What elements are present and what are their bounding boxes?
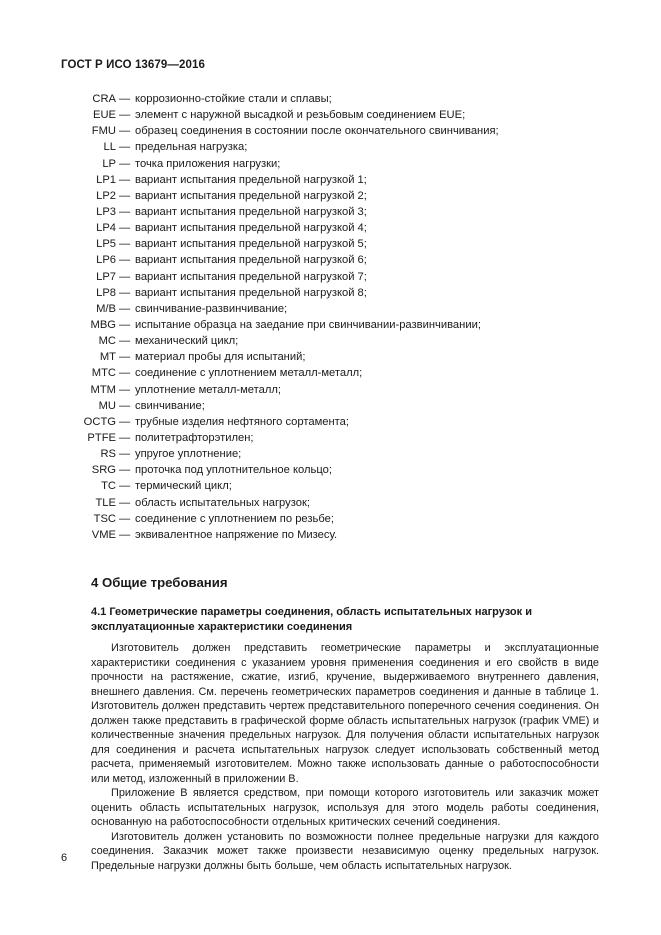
abbreviation-term: TSC [93,512,116,525]
abbreviation-definition: политетрафторэтилен; [135,431,254,444]
abbreviation-definition: трубные изделия нефтяного сортамента; [135,415,350,428]
abbreviation-definition: вариант испытания предельной нагрузкой 5; [135,238,367,251]
abbreviation-term: MTC [91,367,116,380]
abbreviation-dash: — [119,496,131,509]
abbreviation-item [0,172,661,188]
document-header: ГОСТ Р ИСО 13679—2016 [61,59,206,71]
abbreviation-definition: материал пробы для испытаний; [135,351,306,364]
abbreviation-term: LP7 [96,270,116,283]
abbreviation-item [0,91,661,107]
abbreviation-dash: — [119,173,131,186]
abbreviation-item [0,123,661,139]
abbreviation-dash: — [119,254,131,267]
abbreviation-term: M/B [96,302,116,315]
abbreviation-definition: вариант испытания предельной нагрузкой 4; [135,222,367,235]
abbreviation-term: FMU [91,125,116,138]
abbreviation-term: MU [98,399,116,412]
abbreviation-dash: — [119,351,131,364]
abbreviation-definition: вариант испытания предельной нагрузкой 6; [135,254,367,267]
abbreviation-dash: — [119,205,131,218]
abbreviation-dash: — [119,415,131,428]
abbreviation-term: LP2 [96,189,116,202]
abbreviation-item [0,236,661,252]
abbreviation-definition: свинчивание-развинчивание; [135,302,288,315]
abbreviation-item [0,156,661,172]
abbreviation-term: LP3 [96,205,116,218]
abbreviation-dash: — [119,189,131,202]
abbreviation-item [0,204,661,220]
abbreviation-item [0,269,661,285]
abbreviation-item [0,430,661,446]
abbreviation-dash: — [119,448,131,461]
paragraph: Изготовитель должен установить по возможности полнее предельные нагрузки для каждого соединения. Заказчик может также произвести независимую оценку предельных нагрузок. Предельные нагрузки должны быть больше, чем область испытательных нагрузок. [91,830,599,872]
abbreviation-dash: — [119,431,131,444]
abbreviation-term: OCTG [83,415,116,428]
section-title: 4 Общие требования [91,575,228,590]
abbreviation-dash: — [119,528,131,541]
abbreviation-dash: — [119,383,131,396]
abbreviation-dash: — [119,270,131,283]
abbreviation-definition: термический цикл; [135,480,232,493]
abbreviation-dash: — [119,512,131,525]
abbreviation-definition: вариант испытания предельной нагрузкой 1; [135,173,367,186]
abbreviation-definition: вариант испытания предельной нагрузкой 7; [135,270,367,283]
abbreviation-dash: — [119,286,131,299]
abbreviation-term: EUE [92,109,116,122]
abbreviation-definition: вариант испытания предельной нагрузкой 8; [135,286,367,299]
abbreviation-item [0,107,661,123]
abbreviation-definition: точка приложения нагрузки; [135,157,281,170]
section-body [91,641,599,873]
abbreviation-definition: предельная нагрузка; [135,141,248,154]
abbreviation-dash: — [119,109,131,122]
abbreviation-term: TLE [95,496,116,509]
abbreviation-term: PTFE [87,431,116,444]
abbreviation-item [0,511,661,527]
abbreviation-list [0,91,661,543]
abbreviation-term: LP8 [96,286,116,299]
abbreviation-item [0,478,661,494]
abbreviation-term: MBG [90,318,116,331]
paragraph: Приложение В является средством, при помощи которого изготовитель или заказчик может оценить область испытательных нагрузок, используя для этого модель работы соединения, основанную на работоспособности отдельных критических сечений соединения. [91,787,599,828]
abbreviation-term: CRA [92,93,116,105]
abbreviation-dash: — [119,464,131,477]
abbreviation-definition: вариант испытания предельной нагрузкой 3; [135,205,367,218]
abbreviation-item [0,139,661,155]
abbreviation-dash: — [119,318,131,331]
abbreviation-term: LP [102,157,116,170]
abbreviation-definition: эквивалентное напряжение по Мизесу. [135,528,338,541]
abbreviation-definition: проточка под уплотнительное кольцо; [135,464,332,477]
abbreviation-term: LP6 [96,254,116,267]
abbreviation-dash: — [119,238,131,251]
abbreviation-definition: элемент с наружной высадкой и резьбовым соединением EUE; [135,109,466,122]
abbreviation-dash: — [119,302,131,315]
abbreviation-dash: — [119,157,131,170]
abbreviation-dash: — [119,222,131,235]
abbreviation-item [0,317,661,333]
abbreviation-definition: упругое уплотнение; [135,448,242,461]
abbreviation-item [0,333,661,349]
abbreviation-item [0,365,661,381]
abbreviation-item [0,495,661,511]
abbreviation-term: LL [103,141,116,154]
page-number: 6 [61,852,68,864]
abbreviation-item [0,285,661,301]
abbreviation-dash: — [119,125,131,138]
abbreviation-dash: — [119,93,131,105]
abbreviation-definition: уплотнение металл-металл; [135,383,282,396]
abbreviation-item [0,252,661,268]
abbreviation-term: MT [99,351,116,364]
abbreviation-item [0,414,661,430]
abbreviation-item [0,188,661,204]
abbreviation-term: TC [101,480,116,493]
abbreviation-definition: соединение с уплотнением металл-металл; [135,367,363,380]
abbreviation-term: LP5 [96,238,116,251]
abbreviation-item [0,446,661,462]
abbreviation-term: MTM [90,383,116,396]
abbreviation-term: RS [100,448,116,461]
abbreviation-term: MC [98,335,116,348]
abbreviation-term: VME [91,528,116,541]
abbreviation-definition: область испытательных нагрузок; [135,496,310,509]
abbreviation-definition: вариант испытания предельной нагрузкой 2; [135,189,367,202]
abbreviation-dash: — [119,480,131,493]
abbreviation-item [0,527,661,543]
abbreviation-definition: образец соединения в состоянии после окончательного свинчивания; [135,125,499,138]
abbreviation-dash: — [119,399,131,412]
abbreviation-dash: — [119,367,131,380]
abbreviation-definition: свинчивание; [135,399,205,412]
abbreviation-dash: — [119,335,131,348]
abbreviation-item [0,462,661,478]
abbreviation-item [0,349,661,365]
abbreviation-item [0,382,661,398]
abbreviation-definition: соединение с уплотнением по резьбе; [135,512,334,525]
abbreviation-term: LP1 [96,173,116,186]
abbreviation-definition: испытание образца на заедание при свинчивании-развинчивании; [135,318,481,331]
abbreviation-definition: механический цикл; [135,335,239,348]
abbreviation-item [0,398,661,414]
abbreviation-item [0,301,661,317]
abbreviation-term: SRG [91,464,116,477]
abbreviation-item [0,220,661,236]
abbreviation-term: LP4 [96,222,116,235]
abbreviation-dash: — [119,141,131,154]
paragraph: Изготовитель должен представить геометрические параметры и эксплуатационные характеристики соединения с указанием уровня применения соединения и его свойств в виде прочности на растяжение, сжатие, изгиб, кручение, выдерживаемого внутреннего давления, внешнего давления. См. перечень геометрических параметров соединения и данные в таблице 1. Изготовитель должен представить чертеж представительного поперечного сечения соединения. Он должен также представить в графической форме область испытательных нагрузок (график VME) и количественные значения предельных нагрузок. Для получения области испытательных нагрузок для соединения и расчета испытательных нагрузок следует использовать собственный метод расчета, применяемый изготовителем. Можно также использовать данные о работоспособности или метод, изложенный в приложении В. [91,642,599,785]
subsection-title: 4.1 Геометрические параметры соединения, область испытательных нагрузок и эксплуатационные характеристики соединения [91,606,532,633]
abbreviation-definition: коррозионно-стойкие стали и сплавы; [135,93,332,105]
